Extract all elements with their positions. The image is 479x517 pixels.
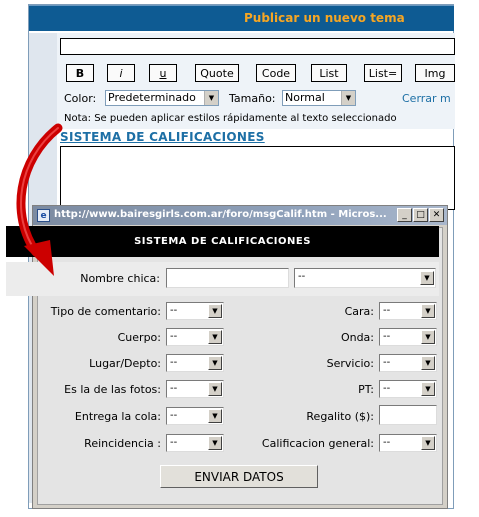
select-cola[interactable] xyxy=(166,407,224,425)
field-label-regalito: Regalito ($): xyxy=(306,410,374,423)
underline-button[interactable]: u xyxy=(149,64,177,82)
list-button[interactable]: List xyxy=(311,64,347,82)
chevron-down-icon: ▼ xyxy=(204,91,218,105)
select-value: -- xyxy=(383,357,391,368)
select-value: -- xyxy=(383,305,391,316)
form-header-bar xyxy=(6,226,439,257)
field-label-cola: Entrega la cola: xyxy=(74,410,161,423)
select-value: -- xyxy=(170,331,178,342)
select-cuerpo[interactable] xyxy=(166,328,224,346)
select-servicio[interactable] xyxy=(379,354,437,372)
ordered-list-button[interactable]: List= xyxy=(364,64,402,82)
bold-button[interactable]: B xyxy=(66,64,94,82)
chevron-down-icon: ▼ xyxy=(421,356,435,370)
field-label-pt: PT: xyxy=(358,383,374,396)
size-label: Tamaño: xyxy=(229,92,276,105)
popup-titlebar[interactable] xyxy=(33,206,447,225)
maximize-icon[interactable]: □ xyxy=(413,208,428,222)
select-value: -- xyxy=(383,331,391,342)
field-label-tipo-comentario: Tipo de comentario: xyxy=(50,305,161,318)
name-select-value: -- xyxy=(298,271,306,282)
regalito-input[interactable] xyxy=(379,405,437,425)
select-calificacion-general[interactable] xyxy=(379,434,437,452)
subject-input[interactable] xyxy=(60,38,455,55)
ie-page-icon: e xyxy=(37,209,50,222)
field-label-fotos: Es la de las fotos: xyxy=(64,383,161,396)
select-value: -- xyxy=(170,357,178,368)
close-tags-link[interactable]: Cerrar m xyxy=(402,92,451,105)
select-value: -- xyxy=(170,383,178,394)
image-button[interactable]: Img xyxy=(415,64,455,82)
select-value: -- xyxy=(170,305,178,316)
field-label-cuerpo: Cuerpo: xyxy=(117,331,161,344)
chevron-down-icon: ▼ xyxy=(208,382,222,396)
chevron-down-icon: ▼ xyxy=(208,356,222,370)
code-button[interactable]: Code xyxy=(256,64,296,82)
select-pt[interactable] xyxy=(379,380,437,398)
color-select[interactable] xyxy=(105,90,219,106)
chevron-down-icon: ▼ xyxy=(421,436,435,450)
select-value: -- xyxy=(170,437,178,448)
chevron-down-icon: ▼ xyxy=(208,409,222,423)
message-textarea[interactable] xyxy=(60,146,455,210)
chevron-down-icon: ▼ xyxy=(341,91,355,105)
select-lugar[interactable] xyxy=(166,354,224,372)
name-input[interactable] xyxy=(166,268,289,288)
field-label-onda: Onda: xyxy=(340,331,374,344)
select-reincidencia[interactable] xyxy=(166,434,224,452)
regalito-value xyxy=(380,408,383,419)
select-onda[interactable] xyxy=(379,328,437,346)
chevron-down-icon: ▼ xyxy=(208,436,222,450)
chevron-down-icon: ▼ xyxy=(208,330,222,344)
popup-window-title: http://www.bairesgirls.com.ar/foro/msgCalif.htm - Micros... xyxy=(54,209,387,220)
quote-button[interactable]: Quote xyxy=(195,64,239,82)
size-select[interactable] xyxy=(282,90,356,106)
color-label: Color: xyxy=(64,92,97,105)
select-value: -- xyxy=(170,410,178,421)
name-select[interactable] xyxy=(294,268,436,288)
formatting-note: Nota: Se pueden aplicar estilos rápidamente al texto seleccionado xyxy=(64,113,397,124)
field-label-servicio: Servicio: xyxy=(326,357,374,370)
color-select-value: Predeterminado xyxy=(108,91,196,104)
italic-button[interactable]: i xyxy=(107,64,135,82)
chevron-down-icon: ▼ xyxy=(421,304,435,318)
editor-title: Publicar un nuevo tema xyxy=(244,11,405,25)
select-value: -- xyxy=(383,383,391,394)
close-icon[interactable]: ✕ xyxy=(429,208,444,222)
minimize-icon[interactable]: _ xyxy=(397,208,412,222)
chevron-down-icon: ▼ xyxy=(421,330,435,344)
chevron-down-icon: ▼ xyxy=(421,382,435,396)
rating-system-link[interactable]: SISTEMA DE CALIFICACIONES xyxy=(60,130,265,144)
submit-button[interactable]: ENVIAR DATOS xyxy=(160,465,318,488)
field-label-lugar: Lugar/Depto: xyxy=(89,357,161,370)
select-fotos[interactable] xyxy=(166,380,224,398)
chevron-down-icon: ▼ xyxy=(420,271,434,285)
select-tipo-comentario[interactable] xyxy=(166,302,224,320)
name-label: Nombre chica: xyxy=(80,272,160,285)
form-header-title: SISTEMA DE CALIFICACIONES xyxy=(134,236,311,247)
field-label-calificacion-general: Calificacion general: xyxy=(261,437,374,450)
size-select-value: Normal xyxy=(285,91,325,104)
field-label-cara: Cara: xyxy=(344,305,374,318)
select-value: -- xyxy=(383,437,391,448)
chevron-down-icon: ▼ xyxy=(208,304,222,318)
select-cara[interactable] xyxy=(379,302,437,320)
field-label-reincidencia: Reincidencia : xyxy=(84,437,161,450)
